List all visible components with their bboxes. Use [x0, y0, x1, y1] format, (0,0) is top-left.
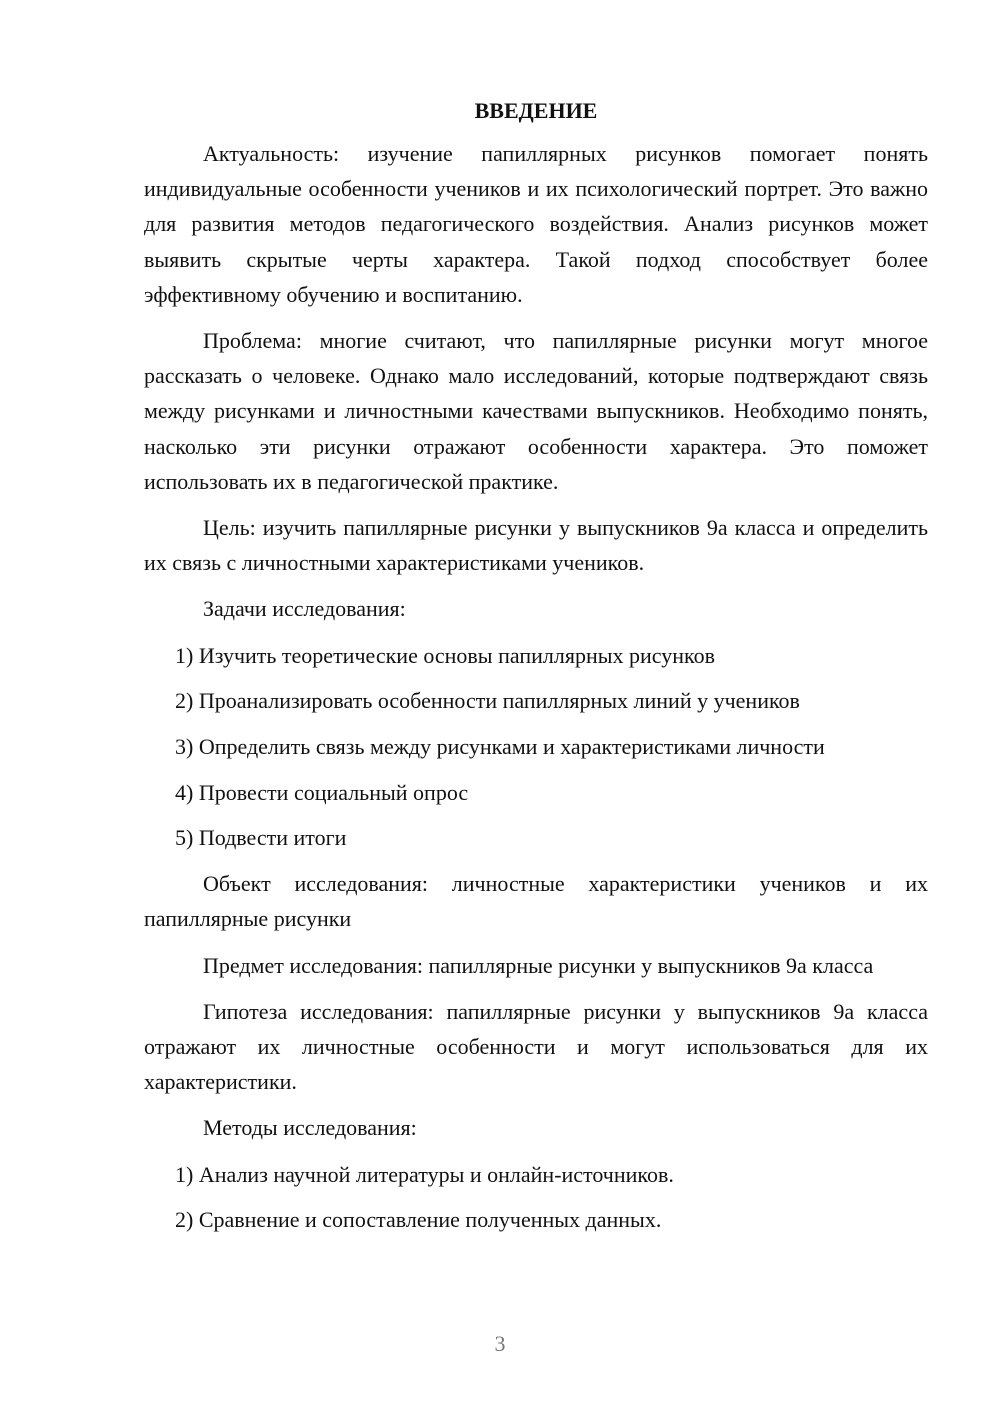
- object-paragraph: Объект исследования: личностные характеристики учеников и их папиллярные рисунки: [144, 871, 928, 932]
- task-item: 1) Изучить теоретические основы папиллярных рисунков: [175, 642, 715, 668]
- task-item: 3) Определить связь между рисунками и характеристиками личности: [175, 734, 825, 760]
- tasks-label: Задачи исследования:: [203, 596, 406, 622]
- task-item: 4) Провести социальный опрос: [175, 779, 469, 805]
- relevance-paragraph: Актуальность: изучение папиллярных рисунков помогает понять индивидуальные особенности учеников и их психологический портрет. Это важно для развития методов педагогического воздействия. Анализ рисунков может выявить скрытые черты характера. Такой подход способствует более эффективному обучению и воспитанию.: [144, 141, 928, 307]
- goal-paragraph: Цель: изучить папиллярные рисунки у выпускников 9а класса и определить их связь с личностными характеристиками учеников.: [144, 515, 928, 576]
- section-title: ВВЕДЕНИЕ: [474, 98, 598, 123]
- task-item: 2) Проанализировать особенности папиллярных линий у учеников: [175, 688, 800, 714]
- subject-paragraph: Предмет исследования: папиллярные рисунки у выпускников 9а класса: [203, 952, 874, 978]
- task-item: 5) Подвести итоги: [175, 825, 347, 851]
- methods-list: [144, 1157, 928, 1238]
- method-item: 1) Анализ научной литературы и онлайн-источников.: [175, 1161, 674, 1187]
- page-content: [144, 94, 928, 1248]
- problem-paragraph: Проблема: многие считают, что папиллярные рисунки могут многое рассказать о человеке. Однако мало исследований, которые подтверждают связь между рисунками и личностными качествами выпускников. Необходимо понять, насколько эти рисунки отражают особенности характера. Это поможет использовать их в педагогической практике.: [144, 328, 928, 494]
- tasks-list: [144, 638, 928, 856]
- methods-label: Методы исследования:: [203, 1115, 417, 1141]
- method-item: 2) Сравнение и сопоставление полученных данных.: [175, 1207, 662, 1233]
- page-number: 3: [494, 1331, 506, 1356]
- hypothesis-paragraph: Гипотеза исследования: папиллярные рисунки у выпускников 9а класса отражают их личностные особенности и могут использоваться для их характеристики.: [144, 998, 928, 1095]
